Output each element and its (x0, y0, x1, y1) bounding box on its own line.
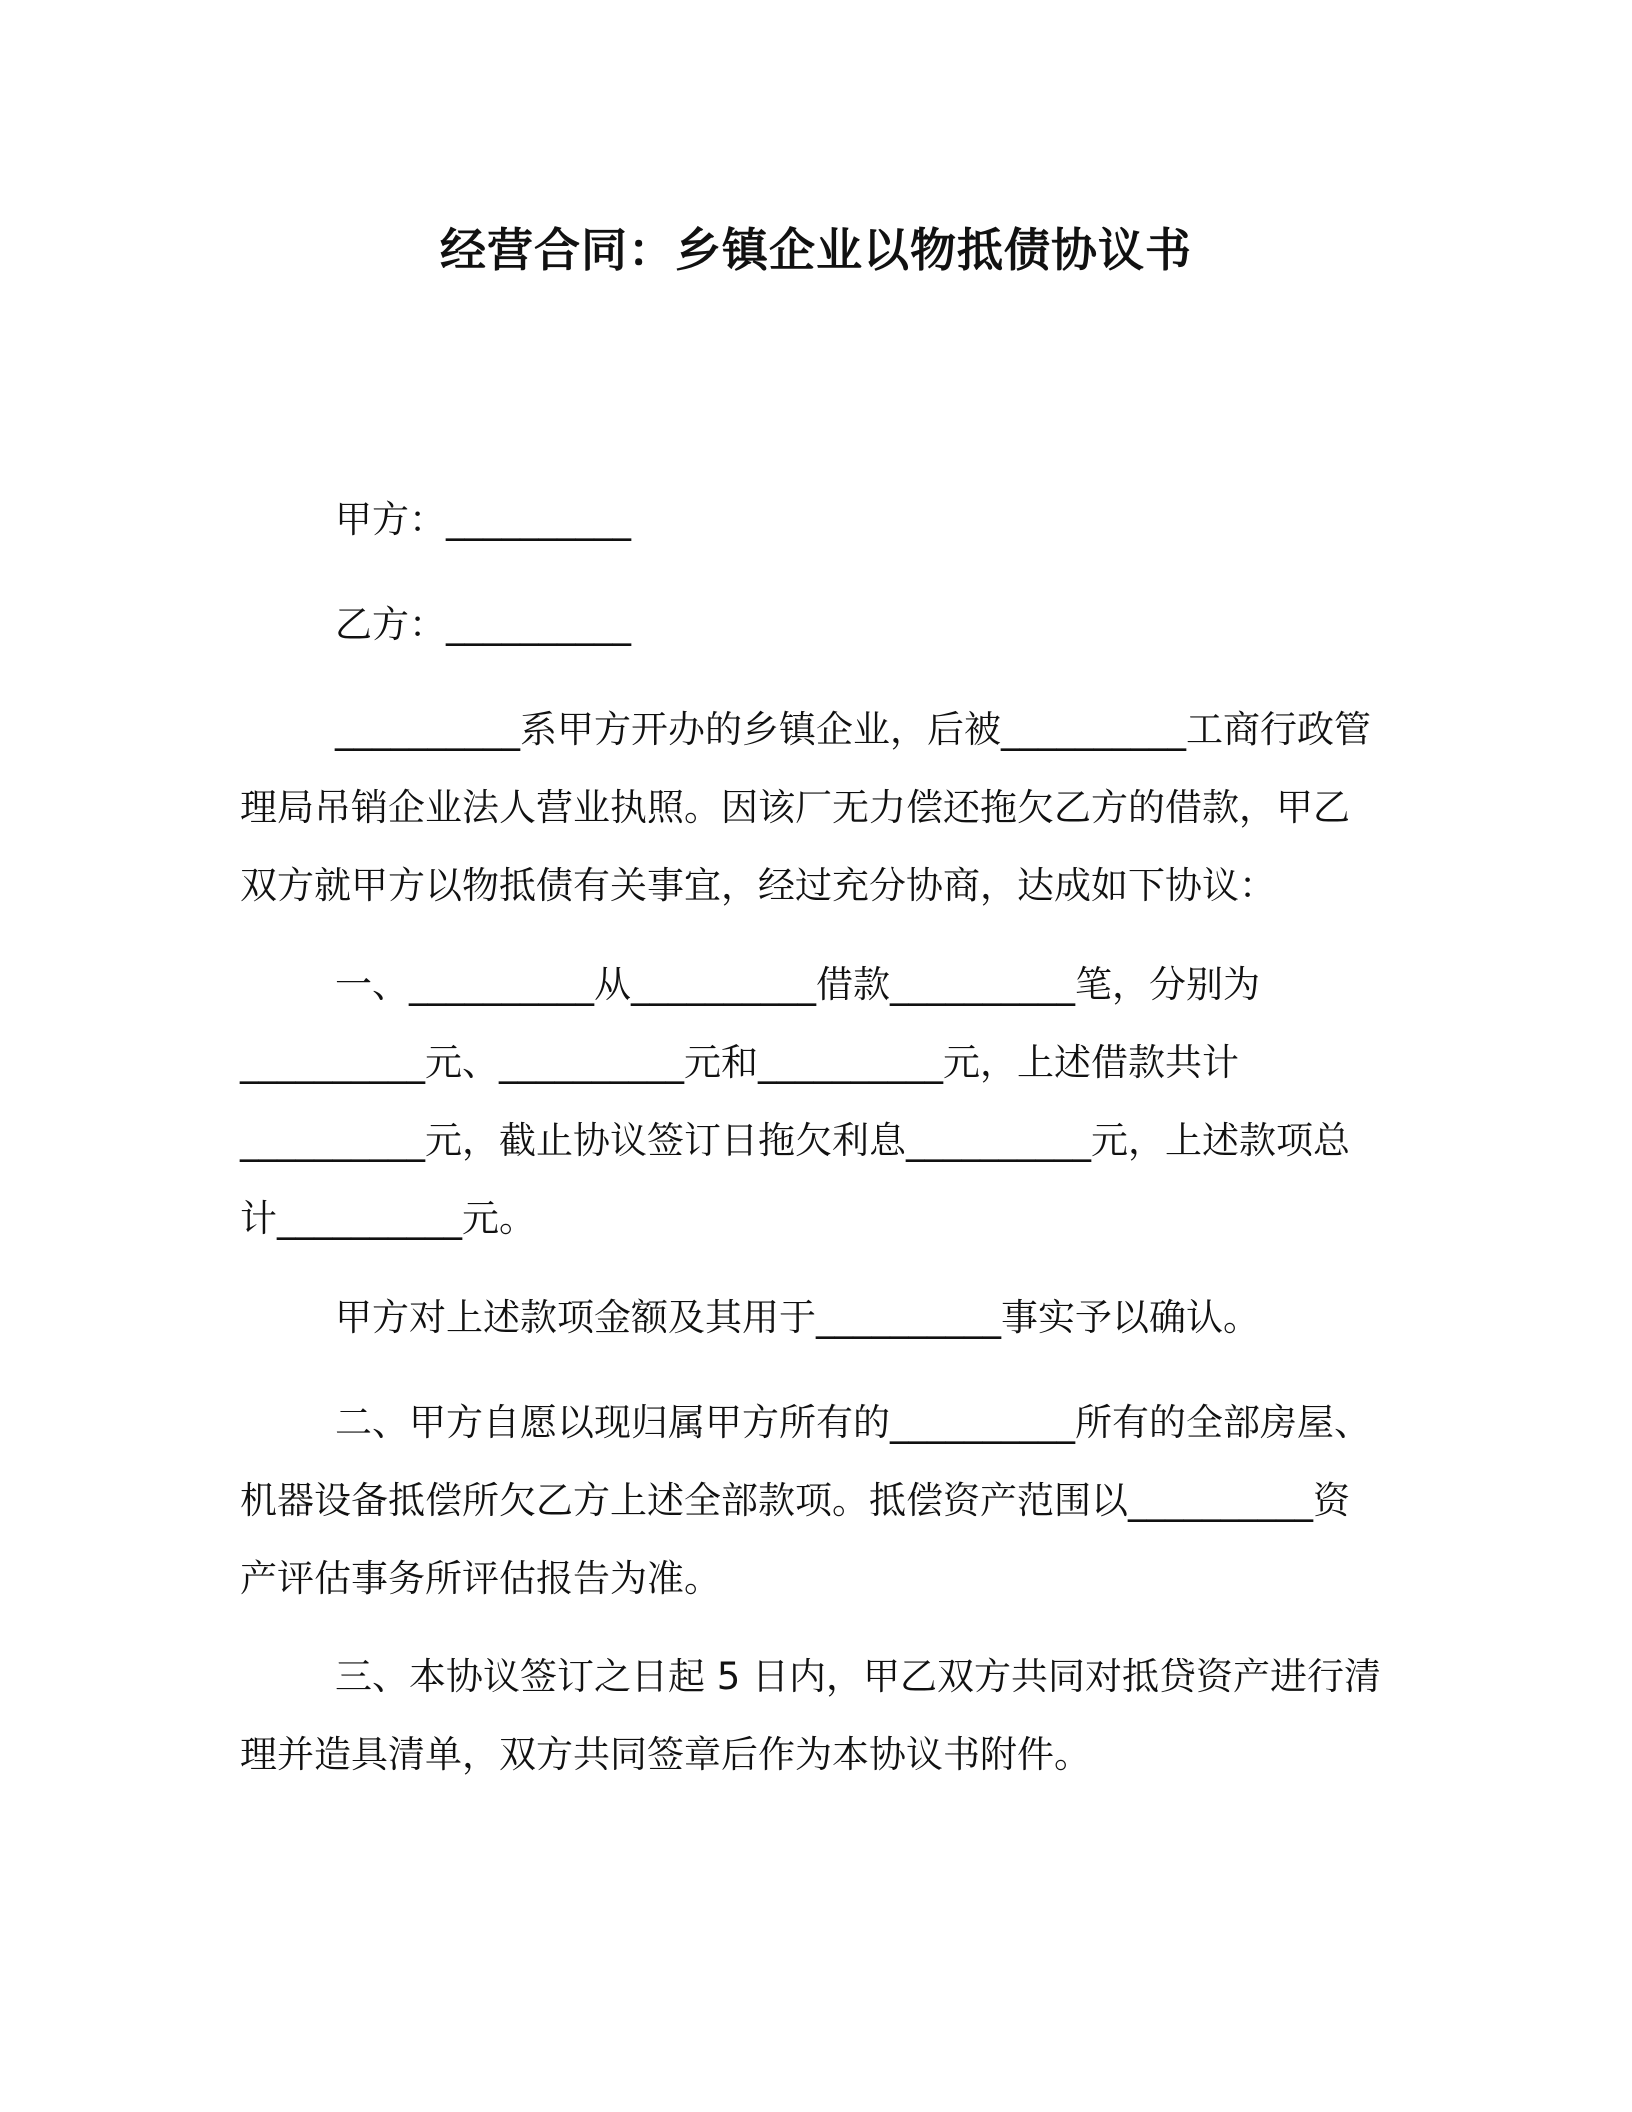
paragraph-line: 甲方对上述款项金额及其用于__________事实予以确认。 (335, 1296, 1260, 1339)
paragraph-line: 双方就甲方以物抵债有关事宜，经过充分协商，达成如下协议： (240, 864, 1276, 907)
party-a-line: 甲方：__________ (335, 498, 631, 541)
party-b-line: 乙方：__________ (335, 603, 631, 646)
paragraph-line: 三、本协议签订之日起 5 日内，甲乙双方共同对抵贷资产进行清 (335, 1655, 1382, 1698)
paragraph-line: __________系甲方开办的乡镇企业，后被__________工商行政管 (335, 708, 1371, 751)
paragraph-line: __________元，截止协议签订日拖欠利息__________元，上述款项总 (240, 1119, 1350, 1162)
paragraph-line: 机器设备抵偿所欠乙方上述全部款项。抵偿资产范围以__________资 (240, 1479, 1350, 1522)
paragraph-line: 理并造具清单，双方共同签章后作为本协议书附件。 (240, 1733, 1091, 1776)
paragraph-line: 二、甲方自愿以现归属甲方所有的__________所有的全部房屋、 (335, 1401, 1371, 1444)
document-title: 经营合同：乡镇企业以物抵债协议书 (440, 223, 1192, 277)
paragraph-line: __________元、__________元和__________元，上述借款共计 (240, 1041, 1239, 1084)
paragraph-line: 产评估事务所评估报告为准。 (240, 1557, 721, 1600)
paragraph-line: 一、__________从__________借款__________笔，分别为 (335, 963, 1260, 1006)
paragraph-line: 计__________元。 (240, 1197, 536, 1240)
paragraph-line: 理局吊销企业法人营业执照。因该厂无力偿还拖欠乙方的借款，甲乙 (240, 786, 1350, 829)
